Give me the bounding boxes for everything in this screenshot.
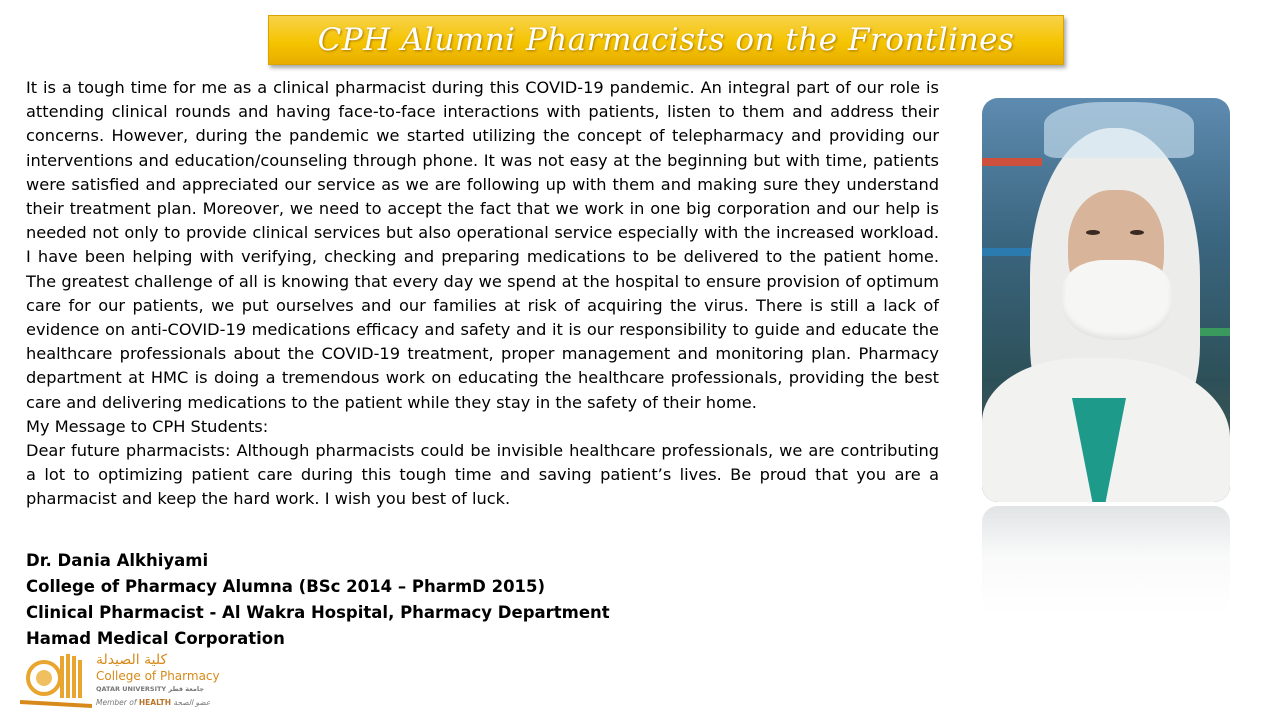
message-heading: My Message to CPH Students: [26,416,269,436]
page-title: CPH Alumni Pharmacists on the Frontlines [317,22,1015,58]
logo-member-line [96,698,210,707]
logo-english-name: College of Pharmacy [96,669,220,683]
signature-line-employer: Hamad Medical Corporation [26,629,285,648]
face-mask-shape [1062,260,1172,340]
shelf-decor [982,158,1042,166]
signature-line-college: College of Pharmacy Alumna (BSc 2014 – PharmD 2015) [26,577,546,596]
logo-member-arabic: عضو الصحة [173,698,211,707]
article-body [26,76,939,512]
message-text: Dear future pharmacists: Although pharmacists could be invisible healthcare professionals, we are contributing a lot to optimizing patient care during this tough time and saving patient’s lives. Be proud that you are a pharmacist and keep the hard work. I wish you best of luck. [26,441,939,509]
logo-arabic-name: كلية الصيدلة [96,652,168,668]
signature-line-position: Clinical Pharmacist - Al Wakra Hospital, Pharmacy Department [26,603,610,622]
body-paragraph: It is a tough time for me as a clinical pharmacist during this COVID-19 pandemic. An integral part of our role is attending clinical rounds and having face-to-face interactions with patients, listen to them and address their concerns. However, during the pandemic we started utilizing the concept of telepharmacy and providing our interventions and education/counseling through phone. It was not easy at the beginning but with time, patients were satisfied and appreciated our service as we are following up with them and making sure they understand their treatment plan. Moreover, we need to accept the fact that we work in one big corporation and our help is needed not only to provide clinical services but also operational service especially with the increased workload. I have been helping with verifying, checking and preparing medications to be delivered to the patient home. The greatest challenge of all is knowing that every day we spend at the hospital to ensure provision of optimum care for our patients, we put ourselves and our families at risk of acquiring the virus. There is still a lack of evidence on anti-COVID-19 medications efficacy and safety and it is our responsibility to guide and educate the healthcare professionals about the COVID-19 treatment, proper management and monitoring plan. Pharmacy department at HMC is doing a tremendous work on educating the healthcare professionals, providing the best care and delivering medications to the patient while they stay in the safety of their home. [26,78,939,412]
logo-member-health: HEALTH [138,698,171,707]
signature-name: Dr. Dania Alkhiyami [26,551,209,570]
title-banner [268,15,1064,65]
logo-member-prefix: Member of [96,698,137,707]
eye-shape [1086,230,1100,235]
face-shield-shape [1044,102,1194,158]
signature-block [26,548,610,652]
logo-university: QATAR UNIVERSITY جامعة قطر [96,685,205,693]
college-logo-icon [20,652,92,708]
college-logo [20,652,240,712]
eye-shape [1130,230,1144,235]
pharmacist-photo [982,98,1230,502]
photo-reflection [982,506,1230,616]
